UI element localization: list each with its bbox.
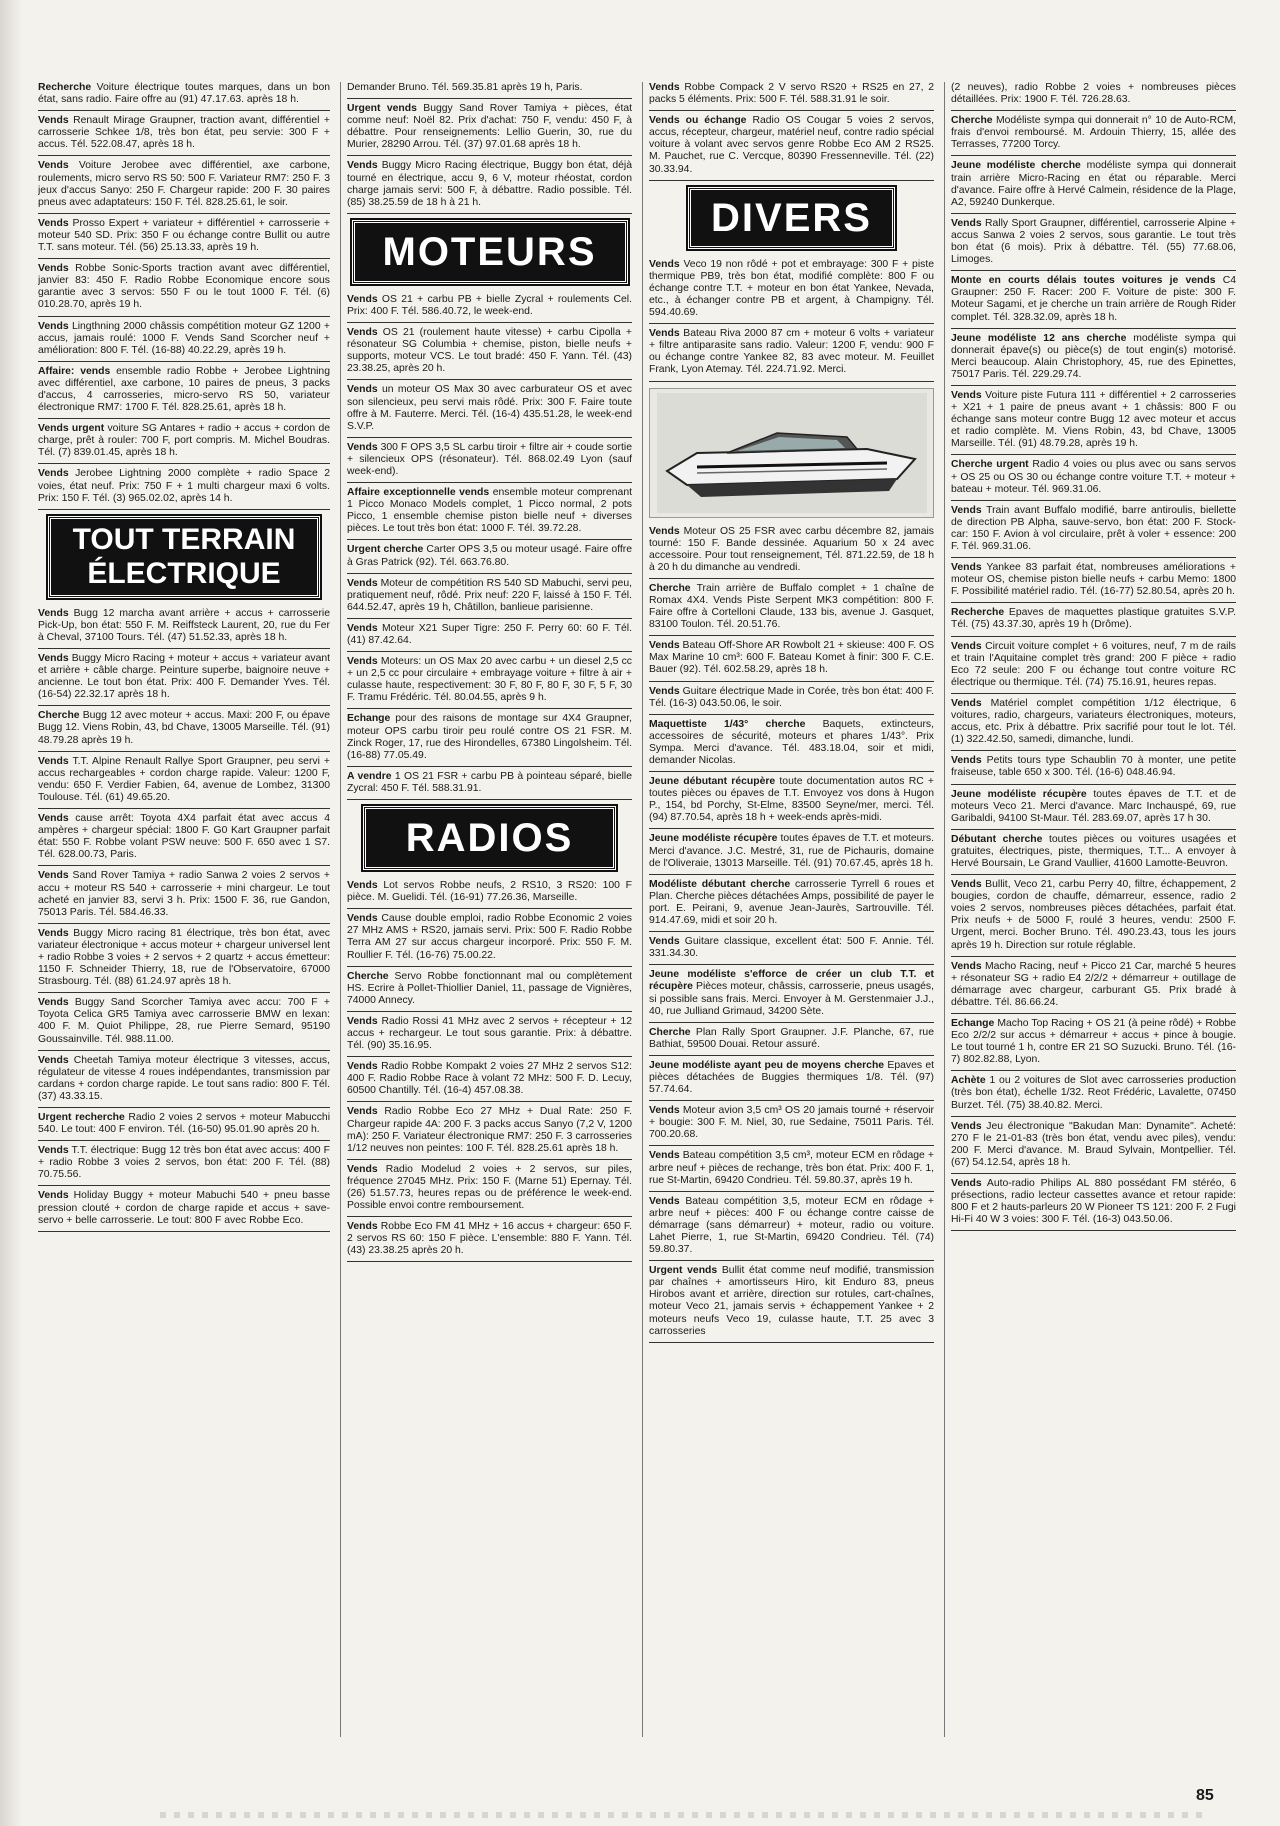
ad-keyword: Vends	[951, 562, 982, 574]
ad-text: OS 21 (roulement haute vitesse) + carbu Cipolla + résonateur SG Columbia + chemise, piston, bielle neufs + supports, moteur VCS. Le tout bradé: 450 F. Yann. Tél. (43) 23.38.25, après 20 h.	[347, 327, 632, 375]
classified-ad	[347, 1221, 632, 1262]
classified-ad	[951, 459, 1236, 500]
ad-text: ensemble moteur comprenant 1 Picco Monaco Models complet, 1 Picco normal, 2 pots Picco, 1 ensemble chemise piston bielle neuf + diverses pièces. Le tout très bon état: 1000 F. Tél. 39.72.28.	[347, 487, 632, 535]
classified-ad	[951, 562, 1236, 603]
classified-ad	[38, 1145, 330, 1186]
classified-ad	[347, 544, 632, 573]
ad-keyword: Vends	[347, 1221, 378, 1233]
ad-keyword: Vends	[649, 1105, 680, 1117]
ad-keyword: Vends	[347, 656, 378, 668]
ad-text: 1 OS 21 FSR + carbu PB à pointeau séparé, bielle Zycral: 450 F. Tél. 588.31.91.	[347, 770, 632, 794]
ad-text: Robbe Compack 2 V servo RS20 + RS25 en 27, 2 packs 5 éléments. Prix: 500 F. Tél. 588.31.91 le soir.	[649, 82, 934, 106]
ad-text: 1 ou 2 voitures de Slot avec carrosseries production (très bon état), échelle 1/32. Reot Frédéric, Lavalette, 07450 Burzet. Tél. (75) 38.40.82. Merci.	[951, 1075, 1236, 1111]
ad-text: Robbe Eco FM 41 MHz + 16 accus + chargeur: 650 F. 2 servos RS 60: 150 F pièce. L'ensemble: 880 F. Yann. Tél. (43) 23.38.25 après 20 h.	[347, 1221, 632, 1257]
classified-ad	[649, 1105, 934, 1146]
ad-keyword: Vends	[951, 217, 982, 229]
ad-keyword: Vends	[649, 328, 680, 340]
ad-keyword: Vends urgent	[38, 423, 105, 435]
ad-text: 300 F OPS 3,5 SL carbu tiroir + filtre air + coude sortie + silencieux OPS (résonateur). Tél. 868.02.49 Lyon (sauf week-end).	[347, 441, 632, 477]
ad-text: Bugg 12 marcha avant arrière + accus + carrosserie Pick-Up, bon état: 550 F. M. Reiffsteck Laurent, 20, rue du Fer à Cheval, 37100 Tours. Tél. (47) 51.52.33, après 18 h.	[38, 607, 330, 643]
column-3	[642, 82, 934, 1737]
heading-tout-terrain-electrique	[38, 516, 330, 598]
classified-ad	[347, 971, 632, 1012]
ad-keyword: Vends	[347, 880, 378, 892]
ad-keyword: Achète	[951, 1075, 986, 1087]
ad-keyword: Recherche	[38, 82, 92, 93]
ad-text: modéliste sympa qui donnerait épave(s) ou pièce(s) de tout engin(s) motorisé. Merci beaucoup. Alain Christophory, 45, rue des Epinettes, 75017 Paris. Tél. 229.29.74.	[951, 332, 1236, 380]
classified-ad	[649, 686, 934, 715]
ad-keyword: Vends	[38, 320, 69, 332]
classified-ad	[649, 1060, 934, 1101]
ad-keyword: Vends	[38, 813, 69, 825]
classified-ad	[649, 833, 934, 874]
classified-ad	[38, 870, 330, 923]
heading-tout-terrain-line-2: ÉLECTRIQUE	[87, 556, 281, 590]
column-2-ads-radios	[347, 880, 632, 1262]
ad-text: (2 neuves), radio Robbe 2 voies + nombreuses pièces détaillées. Prix: 1900 F. Tél. 726.28.63.	[951, 82, 1236, 106]
ad-text: Bullit état comme neuf modifié, transmission par chaînes + amortisseurs Hiro, kit Enduro 83, pneus Hirobos avant et arrière, direction sur rotules, cart-chaînes, moteur Veco 21, jamais servis + échappement Yankee + 2 moteurs neufs Veco 19, culasse haute, T.T. 25 avec 3 carrosseries	[649, 1265, 934, 1337]
ad-keyword: Vends	[38, 997, 69, 1009]
ad-keyword: Vends	[38, 217, 69, 229]
classified-ad	[951, 82, 1236, 111]
ad-text: Carter OPS 3,5 ou moteur usagé. Faire offre à Gras Patrick (92). Tél. 663.76.80.	[347, 544, 632, 568]
ad-keyword: Cherche urgent	[951, 459, 1029, 471]
ad-text: Moteur de compétition RS 540 SD Mabuchi, servi peu, pratiquement neuf, rôdé. Prix neuf: 220 F, laissé à 150 F. Tél. 644.52.47, après 19 h, Châtillon, banlieue parisienne.	[347, 577, 632, 613]
ad-text: Demander Bruno. Tél. 569.35.81 après 19 h, Paris.	[347, 82, 583, 93]
ad-keyword: Vends	[649, 1195, 680, 1207]
ad-text: Voiture piste Futura 111 + différentiel + 2 carrosseries + X21 + 1 paire de pneus avant + 1 châssis: 800 F ou échange sans moteur contre Bugg 12 avec moteur et accus et radio complète. M. Viens Robin, 43, bd Chave, 13005 Marseille. Tél. (91) 48.79.28, après 19 h.	[951, 389, 1236, 450]
classified-ad	[951, 961, 1236, 1014]
ad-keyword: A vendre	[347, 770, 392, 782]
classified-ad	[951, 698, 1236, 751]
classified-ad	[649, 1027, 934, 1056]
ad-keyword: Urgent recherche	[38, 1112, 125, 1123]
classified-ad	[38, 756, 330, 809]
ad-text: toutes épaves de T.T. et de moteurs Veco 21. Merci d'avance. Marc Inchauspé, 69, rue Garibaldi, 94100 St-Maur. Tél. 283.69.07, après 17 h 30.	[951, 788, 1236, 824]
classified-ad	[649, 583, 934, 636]
classified-ad	[951, 755, 1236, 784]
column-4	[944, 82, 1236, 1737]
ad-text: Buggy Micro Racing + moteur + accus + variateur avant et arrière + câble charge. Peinture superbe, baignoire neuve + ancienne. Le tout bon état. Prix: 400 F. Demander Yves. Tél. (16-54) 22.32.17 après 18 h.	[38, 653, 330, 701]
ad-text: Circuit voiture complet + 6 voitures, neuf, 7 m de rails et train l'Aquitaine complet très grand: 200 F pièce + radio Eco 72 seule: 200 F ou échange tout contre voiture RC électrique ou thermique. Tél. (74) 75.16.91, heures repas.	[951, 640, 1236, 688]
classified-ad	[951, 160, 1236, 213]
classified-ad	[347, 578, 632, 619]
ad-keyword: Vends	[951, 755, 982, 767]
classified-ad	[649, 776, 934, 829]
ad-keyword: Vends	[347, 1106, 378, 1118]
ad-text: Jerobee Lightning 2000 complète + radio Space 2 voies, état neuf. Prix: 750 F + 1 multi chargeur maxi 6 volts. Prix: 150 F. Tél. (3) 965.02.02, après 14 h.	[38, 468, 330, 504]
scan-edge-noise	[160, 1812, 1210, 1818]
ad-text: Sand Rover Tamiya + radio Sanwa 2 voies 2 servos + accu + moteur RS 540 + carrosserie + mini chargeur. Le tout acheté en janvier 83, servi 3 h. Prix: 1500 F. 36, rue Gandon, 75013 Paris. Tél. 584.46.33.	[38, 870, 330, 918]
classified-ad	[951, 1075, 1236, 1116]
ad-text: Radio Modelud 2 voies + 2 servos, sur piles, fréquence 27045 MHz. Prix: 150 F. (Marne 51) Epernay. Tél. (26) 51.57.73, heures repas ou de préférence le week-end. Possible envoi contre remboursement.	[347, 1163, 632, 1212]
classified-ad	[951, 1018, 1236, 1071]
classified-ad	[649, 1196, 934, 1261]
classified-ad	[38, 653, 330, 706]
ad-text: Moteur OS 25 FSR avec carbu décembre 82, jamais tourné: 150 F. Bande dessinée. Aquarium 50 x 24 avec accessoire. Pour tout renseignement, Tél. 871.22.59, de 18 h à 20 h du dimanche au vendredi.	[649, 525, 934, 573]
ad-text: Voiture Jerobee avec différentiel, axe carbone, roulements, micro servo RS 50: 500 F. Variateur RM7: 250 F. 3 jeux d'accus Sanyo: 250 F. Chargeur rapide: 200 F. 30 paires pneus avec adaptateurs: 150 F. Tél. 828.25.61, le soir.	[38, 160, 330, 208]
classified-ad	[347, 1016, 632, 1057]
classified-ad	[347, 103, 632, 156]
classified-ad	[649, 115, 934, 180]
classified-ad	[649, 1150, 934, 1191]
classified-ad	[347, 82, 632, 99]
classified-ad	[38, 813, 330, 866]
ad-keyword: Vends	[649, 1150, 680, 1162]
ad-text: Jeu électronique "Bakudan Man: Dynamite". Acheté: 270 F le 21-01-83 (très bon état, vendu avec piles), vendu: 200 F. Merci d'avance. M. Braud Sylvain, Montpellier. Tél. (67) 54.12.54, après 18 h.	[951, 1120, 1236, 1168]
heading-radios	[347, 806, 632, 870]
ad-keyword: Vends	[951, 389, 982, 401]
classified-ad	[347, 327, 632, 380]
classified-ad	[38, 997, 330, 1050]
ad-text: Servo Robbe fonctionnant mal ou complètement HS. Ecrire à Pollet-Thiollier Daniel, 11, passage de Vignières, 74000 Annecy.	[347, 970, 632, 1006]
ad-text: Robbe Sonic-Sports traction avant avec différentiel, janvier 83: 450 F. Radio Robbe Economique encore sous garantie avec 3 servos: 550 F ou le tout 1000 F. Tél. (6) 010.28.70, après 19 h.	[38, 263, 330, 311]
boat-photo	[649, 388, 934, 518]
ad-text: Modéliste sympa qui donnerait n° 10 de Auto-RCM, frais d'envoi remboursé. M. Ardouin Thierry, 15, allée des Terrasses, 77200 Torcy.	[951, 115, 1236, 151]
ad-text: Lot servos Robbe neufs, 2 RS10, 3 RS20: 100 F pièce. M. Guelidi. Tél. (16-91) 77.26.36, Marseille.	[347, 880, 632, 904]
classified-ad	[38, 1190, 330, 1231]
classified-ad	[951, 607, 1236, 636]
ad-keyword: Vends	[951, 879, 982, 891]
ad-text: ensemble radio Robbe + Jerobee Lightning avec différentiel, axe carbone, 10 paires de pneus, 3 packs d'accus, 4 carrosseries, micro-servo RS 50, variateur électronique RM7: 1700 F. Tél. 828.25.61, après 18 h.	[38, 365, 330, 414]
classified-ad	[347, 294, 632, 323]
classified-ad	[38, 710, 330, 751]
ad-text: Moteurs: un OS Max 20 avec carbu + un diesel 2,5 cc + un 2,5 cc pour circulaire + embrayage voiture + filtre à air + culasse haute, respectivement: 30 F, 80 F, 80 F, 30 F, 5 F, 30 F. Tramu Frédéric. Tél. 80.04.55, après 9 h.	[347, 656, 632, 704]
ad-text: Buggy Micro racing 81 électrique, très bon état, avec variateur électronique + accus moteur + chargeur universel lent + radio Robbe 3 voies + 2 servos + 2 quartz + accus émetteur: 1150 F. Schneider Thierry, 18, rue de l'Observatoire, 67000 Strasbourg. Tél. (88) 61.24.97 après 18 h.	[38, 927, 330, 988]
ad-text: Moteur X21 Super Tigre: 250 F. Perry 60: 60 F. Tél. (41) 87.42.64.	[347, 622, 632, 646]
ad-text: Radio Rossi 41 MHz avec 2 servos + récepteur + 12 accus + rechargeur. Le tout sous garantie. Prix: à débattre. Tél. (90) 35.16.95.	[347, 1015, 632, 1052]
classified-ad	[347, 160, 632, 213]
ad-text: toutes pièces ou voitures usagées et gratuites, électriques, piste, thermiques, T.T... A envoyer à Hervé Boursain, Le Grand Vaullier, 41600 Lamotte-Beuvron.	[951, 833, 1236, 869]
ad-text: Cause double emploi, radio Robbe Economic 2 voies 27 MHz AMS + RS20, jamais servi. Prix: 500 F. Radio Robbe Terra AM 27 sur accus chargeur incorporé. Prix: 550 F. M. Roullier F. Tél. (16-76) 75.00.22.	[347, 913, 632, 961]
ad-text: Bateau Off-Shore AR Rowbolt 21 + skieuse: 400 F. OS Max Marine 10 cm³: 600 F. Bateau Komet à finir: 300 F. C.E. Bauer (92). Tél. 602.58.29, après 18 h.	[649, 640, 934, 676]
ad-keyword: Vends	[649, 640, 680, 652]
classified-ad	[38, 608, 330, 649]
classified-ad	[649, 640, 934, 681]
ad-keyword: Vends	[38, 1145, 69, 1157]
classified-ad	[649, 526, 934, 579]
ad-text: Cheetah Tamiya moteur électrique 3 vitesses, accus, régulateur de vitesse 4 roues indépendantes, transmission par cardans + cordon charge rapide. Le tout sans radio: 800 F. Tél. (37) 43.33.15.	[38, 1054, 330, 1102]
classified-ad	[649, 969, 934, 1022]
classified-ad	[649, 328, 934, 381]
ad-text: Holiday Buggy + moteur Mabuchi 540 + pneu basse pression clouté + cordon de charge rapide et accus + save-servo + belle carrosserie. Le tout: 800 F avec Robbe Eco.	[38, 1190, 330, 1226]
ad-keyword: Vends	[38, 755, 69, 767]
ad-keyword: Jeune modéliste cherche	[951, 160, 1081, 172]
column-1	[38, 82, 330, 1737]
classified-ad	[347, 623, 632, 652]
ad-keyword: Vends	[38, 160, 69, 172]
ad-text: Bateau Riva 2000 87 cm + moteur 6 volts + variateur + filtre antiparasite sans radio. Valeur: 1200 F, vendu: 900 F ou échange contre Yankee 82, 83 avec moteur. M. Feuillet Frank, Lyon Atemay. Tél. 224.71.92. Merci.	[649, 328, 934, 376]
classified-ad	[347, 384, 632, 437]
ad-keyword: Vends	[347, 1163, 378, 1175]
ad-text: Radio Robbe Eco 27 MHz + Dual Rate: 250 F. Chargeur rapide 4A: 200 F. 3 packs accus Sanyo (7,2 V, 1200 mA): 250 F. Variateur électronique RM7: 250 F. 3 carrosseries 1/12 neuves non peintes: 100 F. Tél. 828.25.61 après 18 h.	[347, 1106, 632, 1154]
ad-keyword: Vends	[951, 504, 982, 516]
ad-keyword: Maquettiste 1/43° cherche	[649, 718, 806, 730]
ad-text: Macho Top Racing + OS 21 (à peine rôdé) + Robbe Eco 2/2/2 sur accus + démarreur + accus + pince à bougie. Le tout tourné 1 h, contre ER 21 SO Suzucki. Bruno. Tél. (16-7) 802.82.88, Lyon.	[951, 1018, 1236, 1066]
ad-text: T.T. électrique: Bugg 12 très bon état avec accus: 400 F + radio Robbe 3 voies 2 servos, bon état: 200 F. Tél. (88) 70.75.56.	[38, 1145, 330, 1181]
ad-keyword: Jeune modéliste 12 ans cherche	[951, 332, 1127, 344]
ad-keyword: Affaire: vends	[38, 365, 111, 377]
classified-ad	[951, 789, 1236, 830]
ad-keyword: Vends	[951, 697, 982, 709]
classified-ad	[38, 366, 330, 419]
classified-ad	[38, 928, 330, 993]
heading-moteurs-label: MOTEURS	[352, 220, 628, 284]
ad-keyword: Echange	[347, 713, 391, 725]
classified-ad	[649, 1265, 934, 1343]
ad-text: Plan Rally Sport Graupner. J.F. Planche, 67, rue Bathiat, 59500 Douai. Retour assuré.	[649, 1026, 934, 1050]
classified-ad	[347, 913, 632, 966]
classified-ad	[347, 442, 632, 483]
ad-keyword: Vends	[649, 82, 680, 93]
ad-keyword: Urgent vends	[649, 1265, 718, 1277]
ad-keyword: Vends	[951, 1120, 982, 1132]
ad-text: Epaves de maquettes plastique gratuites S.V.P. Tél. (75) 43.37.30, après 19 h (Drôme).	[951, 607, 1236, 631]
ad-keyword: Vends	[347, 1061, 378, 1073]
ad-keyword: Vends	[347, 577, 378, 589]
classified-ad	[347, 713, 632, 766]
ad-keyword: Jeune modéliste s'efforce de créer un club T.T. et récupère	[649, 969, 934, 993]
ad-text: Buggy Sand Rover Tamiya + pièces, état comme neuf: Noël 82. Prix d'achat: 750 F, vendu: 450 F, à débattre. Pour renseignements: Lellio Guerin, 30, rue du Murier, 28290 Arrou. Tél. (37) 97.01.68 après 18 h.	[347, 103, 632, 151]
ad-text: pour des raisons de montage sur 4X4 Graupner, moteur OPS carbu tiroir peu roulé contre OS 21 FSR. M. Zinck Roger, 17, rue des Hirondelles, 67380 Lingolsheim. Tél. (16-88) 77.05.49.	[347, 713, 632, 761]
ad-text: Buggy Sand Scorcher Tamiya avec accu: 700 F + Toyota Celica GR5 Tamiya avec carrosserie BMW en lexan: 400 F. M. Quiot Philippe, 28, rue Pierre Semard, 95190 Goussainville. Tél. 988.11.00.	[38, 997, 330, 1045]
column-3-ads-before	[649, 82, 934, 181]
ad-keyword: Recherche	[951, 607, 1005, 619]
heading-radios-label: RADIOS	[363, 806, 617, 870]
ad-text: toute documentation autos RC + toutes pièces ou épaves de T.T. Envoyez vos dons à Hugon P., 154, bd Porchy, St-Elme, 83500 Seyne/mer, merci. Tél. (94) 87.70.54, après 18 h + week-ends après-midi.	[649, 776, 934, 824]
ad-text: Train arrière de Buffalo complet + 1 chaîne de Romax 4X4. Vends Piste Serpent MK3 compétition: 800 F. Faire offre à Cortelloni Claude, 133 bis, avenue J. Gasquet, 83100 Toulon. Tél. 20.51.76.	[649, 582, 934, 631]
ad-text: Petits tours type Schaublin 70 à monter, une petite fraiseuse, table 650 x 300. Tél. (16-6) 048.46.94.	[951, 755, 1236, 779]
ad-keyword: Urgent cherche	[347, 544, 424, 556]
ad-text: Baquets, extincteurs, accessoires de sécurité, moteurs et phares 1/43°. Prix Sympa. Merci d'avance. Tél. 483.18.04, soir et midi, demander Nicolas.	[649, 718, 934, 766]
classified-ad	[347, 880, 632, 909]
ad-keyword: Cherche	[347, 970, 389, 982]
ad-keyword: Cherche	[38, 710, 80, 722]
ad-text: Rally Sport Graupner, différentiel, carrosserie Alpine + accus Sanwa 2 voies 2 servos, sous garantie. Le tout très bon état (6 mois). Prix à débattre. Tél. (55) 77.68.06, Limoges.	[951, 217, 1236, 266]
ad-keyword: Jeune modéliste récupère	[649, 833, 778, 845]
column-1-ads-after	[38, 608, 330, 1232]
classified-ad	[38, 423, 330, 464]
ad-keyword: Vends	[649, 525, 680, 537]
ad-text: Prosso Expert + variateur + différentiel + carrosserie + moteur 540 SD. Prix: 350 F ou échange contre Bullit ou autre T.T. sans moteur. Tél. (56) 25.13.33, après 19 h.	[38, 217, 330, 254]
ad-text: Radio 2 voies 2 servos + moteur Mabucchi 540. Le tout: 400 F environ. Tél. (16-50) 95.01.90 après 20 h.	[38, 1112, 330, 1136]
classified-ad	[38, 218, 330, 259]
ad-keyword: Affaire exceptionnelle vends	[347, 487, 490, 499]
ad-text: Renault Mirage Graupner, traction avant, différentiel + carrosserie Schkee 1/8, très bon état, peu servie: 300 F + accus. Tél. 522.08.47, après 18 h.	[38, 115, 330, 151]
ad-keyword: Vends	[347, 160, 378, 172]
column-1-ads-before	[38, 82, 330, 510]
ad-text: un moteur OS Max 30 avec carburateur OS et avec son silencieux, peu servi mais rôdé. Prix: 300 F. Faire toute offre à M. Fauterre. Merci. Tél. (16-4) 435.51.28, le week-end S.V.P.	[347, 384, 632, 432]
ad-keyword: Vends	[38, 927, 69, 939]
ad-keyword: Vends	[347, 327, 378, 339]
ad-keyword: Vends	[347, 441, 378, 453]
ad-keyword: Vends	[951, 640, 982, 652]
classified-ad	[649, 82, 934, 111]
classified-ad	[38, 321, 330, 362]
classified-ad	[38, 468, 330, 509]
ad-text: cause arrêt: Toyota 4X4 parfait état avec accus 4 ampères + chargeur spécial: 1800 F. G0 Kart Graupner parfait état: 550 F. Robbe volant PSW neuve: 500 F. 650 avec 1 S7. Tél. 628.00.73, Paris.	[38, 813, 330, 861]
ad-keyword: Cherche	[951, 115, 993, 127]
ad-text: Matériel complet compétition 1/12 électrique, 6 voitures, radio, chargeurs, variateurs électroniques, moteurs, accus, etc. Prix à débattre. Prix sacrifié pour tout le lot. Tél. (1) 322.42.50, samedi, dimanche, lundi.	[951, 697, 1236, 746]
ad-text: Bugg 12 avec moteur + accus. Maxi: 200 F, ou épave Bugg 12. Viens Robin, 43, bd Chave, 13005 Marseille. Tél. (91) 48.79.28 après 19 h.	[38, 710, 330, 746]
classified-ad	[347, 656, 632, 709]
ad-keyword: Vends	[38, 1190, 69, 1202]
classified-ad	[951, 275, 1236, 328]
ad-text: Guitare électrique Made in Corée, très bon état: 400 F. Tél. (16-3) 043.50.06, le soir.	[649, 685, 934, 709]
page-spine-shadow	[0, 0, 22, 1826]
classified-ad	[951, 390, 1236, 455]
ad-text: Bateau compétition 3,5, moteur ECM en rôdage + arbre neuf + pièces: 400 F ou échange contre caisse de démarrage (sans démarreur) + moteur, radio ou voiture. Lahet Pierre, 1, rue St-Martin, 69420 Condrieu. Tél. (74) 59.80.37.	[649, 1195, 934, 1256]
classified-ad	[38, 263, 330, 316]
classified-ad	[649, 936, 934, 965]
ad-keyword: Vends	[951, 1178, 982, 1190]
heading-divers-label: DIVERS	[688, 187, 895, 249]
ad-keyword: Jeune modéliste récupère	[951, 788, 1087, 800]
ad-keyword: Vends	[951, 960, 982, 972]
ad-text: voiture SG Antares + radio + accus + cordon de charge, prêt à rouler: 700 F, port compris. M. Michel Boudras. Tél. (7) 839.01.45, après 18 h.	[38, 423, 330, 459]
ad-text: T.T. Alpine Renault Rallye Sport Graupner, peu servi + accus rechargeables + cordon charge rapide. Valeur: 1200 F, vendu: 650 F. Verdier Fabien, 64, avenue de Lombez, 31300 Toulouse. Tél. (61) 49.65.20.	[38, 755, 330, 803]
ad-keyword: Echange	[951, 1018, 995, 1029]
classified-ad	[38, 1055, 330, 1108]
classified-ad	[347, 771, 632, 800]
classified-ad	[649, 259, 934, 324]
ad-keyword: Cherche	[649, 1026, 691, 1038]
heading-moteurs	[347, 220, 632, 284]
ad-text: Auto-radio Philips AL 880 possédant FM stéréo, 6 présections, radio lecteur cassettes avance et retour rapide: 800 F et 2 hauts-parleurs 20 W Pioneer TS 121: 200 F. 2 Fugi Hi-Fi 40 W 3 voies: 300 F. Tél. (16-3) 043.50.06.	[951, 1178, 1236, 1226]
ad-text: modéliste sympa qui donnerait train arrière Micro-Racing en état ou réparable. Merci d'avance. Faire offre à Hervé Calmein, résidence de la Plage, A2, 59240 Dunkerque.	[951, 160, 1236, 208]
ad-keyword: Vends	[347, 384, 378, 396]
ad-keyword: Jeune modéliste ayant peu de moyens cherche	[649, 1059, 885, 1071]
classified-ad	[951, 115, 1236, 156]
ad-text: Bateau compétition 3,5 cm³, moteur ECM en rôdage + arbre neuf + pièces de rechange, très bon état. Prix: 400 F. 1, rue St-Martin, 69420 Condrieu. Tél. 59.80.37, après 19 h.	[649, 1150, 934, 1186]
page-number: 85	[1196, 1787, 1214, 1804]
ad-keyword: Vends	[347, 293, 378, 305]
ad-keyword: Vends ou échange	[649, 115, 747, 127]
ad-text: Yankee 83 parfait état, nombreuses améliorations + moteur OS, chemise piston bielle neufs + carbu Memo: 1800 F. Possibilité matériel radio. Tél. (16-77) 52.80.54, après 20 h.	[951, 562, 1236, 598]
column-3-ads-divers-2	[649, 526, 934, 1343]
ad-text: Radio Robbe Kompakt 2 voies 27 MHz 2 servos S12: 400 F. Radio Robbe Race à volant 72 MHz: 500 F. D. Lecuy, 60500 Chantilly. Tél. (16-4) 457.08.38.	[347, 1061, 632, 1097]
heading-tout-terrain-line-1: TOUT TERRAIN	[72, 522, 296, 556]
ad-text: carrosserie Tyrrell 6 roues et Plan. Cherche pièces détachées Amps, possibilité de payer le port. E. Peirani, 9, avenue Jean-Jaurès, Sartrouville. Tél. 914.47.69, midi et soir 20 h.	[649, 878, 934, 927]
ad-keyword: Vends	[38, 263, 69, 275]
ad-keyword: Vends	[649, 936, 680, 948]
ad-text: Pièces moteur, châssis, carrosserie, pneus usagés, si possible sans frais. Merci. Envoyer à M. Gerstenmaier J.J., 40, rue Julliand Grimaud, 34200 Sète.	[649, 981, 934, 1017]
ad-text: Train avant Buffalo modifié, barre antiroulis, biellette de direction PB Alpha, sauve-servo, bon état: 200 F. Stock-car: 150 F. Avion à vol circulaire, prêt à voler + essence: 200 F. Tél. 969.31.06.	[951, 504, 1236, 552]
classified-ad	[951, 1178, 1236, 1231]
ad-keyword: Vends	[347, 622, 378, 634]
ad-keyword: Vends	[38, 1054, 69, 1066]
ad-keyword: Vends	[38, 870, 69, 882]
column-2-ads-moteurs	[347, 294, 632, 800]
ad-text: Macho Racing, neuf + Picco 21 Car, marché 5 heures + résonateur SG + radio E4 2/2/2 + démarreur + outillage de démarrage avec chargeur, carburant G5. Prix bradé à débattre. Tél. 86.66.24.	[951, 960, 1236, 1008]
classified-ad	[649, 879, 934, 932]
classified-ad	[951, 218, 1236, 271]
classified-ad	[951, 641, 1236, 694]
column-2-ads-before	[347, 82, 632, 214]
classified-ad	[951, 505, 1236, 558]
column-3-ads-divers-1	[649, 259, 934, 382]
classified-ad	[951, 879, 1236, 957]
column-2	[340, 82, 632, 1737]
column-4-ads	[951, 82, 1236, 1231]
classified-ad	[347, 1164, 632, 1217]
ad-keyword: Vends	[38, 653, 69, 664]
ad-keyword: Modéliste débutant cherche	[649, 878, 791, 890]
classified-ad	[347, 1061, 632, 1102]
ad-keyword: Vends	[649, 258, 680, 270]
classified-ad	[347, 487, 632, 540]
ad-keyword: Vends	[38, 607, 69, 619]
ad-keyword: Vends	[38, 115, 69, 127]
classified-ad	[38, 1112, 330, 1141]
ad-text: Lingthning 2000 châssis compétition moteur GZ 1200 + accus, jamais roulé: 1000 F. Vends Sand Scorcher neuf + amélioration: 800 F. Tél. (16-88) 40.22.29, après 19 h.	[38, 320, 330, 356]
classified-ad	[38, 160, 330, 213]
ad-text: Veco 19 non rôdé + pot et embrayage: 300 F + piste thermique PB9, très bon état, modifié complète: 800 F ou échange contre T.T. + moteur en bon état Yankee, Nevada, etc., à échanger contre PB et argent, à Champigny. Tél. 594.40.69.	[649, 258, 934, 319]
classified-ad	[951, 1121, 1236, 1174]
heading-divers	[649, 187, 934, 249]
ad-keyword: Vends	[347, 1015, 378, 1027]
ad-text: OS 21 + carbu PB + bielle Zycral + roulements Cel. Prix: 400 F. Tél. 586.40.72, le week-end.	[347, 293, 632, 317]
ad-text: Moteur avion 3,5 cm³ OS 20 jamais tourné + réservoir + bougie: 300 F. M. Niel, 30, rue Sedaine, 75011 Paris. Tél. 700.20.68.	[649, 1105, 934, 1141]
ad-text: Buggy Micro Racing électrique, Buggy bon état, déjà tourné en électrique, accu 9, 6 V, moteur rhéostat, cordon charge jamais servi: 500 F, à débattre. Radio possible. Tél. (85) 38.25.59 de 18 h à 21 h.	[347, 160, 632, 208]
classifieds-page	[38, 82, 1234, 1737]
ad-text: Epaves et pièces détachées de Buggies thermiques 1/8. Tél. (97) 57.74.64.	[649, 1059, 934, 1096]
ad-text: Radio 4 voies ou plus avec ou sans servos + OS 25 ou OS 30 ou échange contre voiture T.T. + moteur + bateau + moteur. Tél. 969.31.06.	[951, 459, 1236, 495]
ad-keyword: Jeune débutant récupère	[649, 776, 776, 788]
classified-ad	[951, 333, 1236, 386]
ad-text: Voiture électrique toutes marques, dans un bon état, sans radio. Faire offre au (91) 47.17.63. après 18 h.	[38, 82, 330, 106]
ad-keyword: Cherche	[649, 582, 691, 594]
ad-keyword: Vends	[38, 468, 69, 480]
ad-text: toutes épaves de T.T. et moteurs. Merci d'avance. J.C. Mestré, 31, rue de Pichauris, domaine de l'Oliveraie, 13013 Marseille. Tél. (91) 70.67.45, après 18 h.	[649, 833, 934, 869]
ad-keyword: Urgent vends	[347, 103, 417, 115]
classified-ad	[38, 82, 330, 111]
ad-text: Bullit, Veco 21, carbu Perry 40, filtre, échappement, 2 bougies, cordon de chauffe, démarreur, essence, radio 2 voies 2 servos, nombreuses pièces détachées, parfait état. Prix neufs + de 5000 F, roulé 3 heures, vendu: 2500 F. Urgent, merci. Bocher Bruno. Tél. 490.23.43, tous les jours après 19 h. Direction sur rotule réglable.	[951, 879, 1236, 951]
classified-ad	[951, 834, 1236, 875]
ad-keyword: Vends	[347, 913, 378, 925]
ad-text: C4 Graupner: 250 F. Racer: 200 F. Voiture de piste: 300 F. Moteur Sagami, et je cherche un train arrière de Rough Rider complet. Tél. 328.32.09, après 18 h.	[951, 275, 1236, 323]
ad-keyword: Vends	[649, 685, 680, 697]
ad-text: Radio OS Cougar 5 voies 2 servos, accus, récepteur, chargeur, matériel neuf, contre radio spécial voiture à volant avec servos genre Robbe Eco AM 2 RS25. M. Pauchet, rue C. Vercque, 80390 Fressenneville. Tél. (22) 30.33.94.	[649, 115, 934, 175]
classified-ad	[38, 115, 330, 156]
classified-ad	[347, 1106, 632, 1159]
ad-keyword: Monte en courts délais toutes voitures je vends	[951, 275, 1216, 287]
ad-text: Guitare classique, excellent état: 500 F. Annie. Tél. 331.34.30.	[649, 936, 934, 960]
classified-ad	[649, 719, 934, 772]
ad-keyword: Débutant cherche	[951, 833, 1043, 845]
speedboat-image	[657, 393, 927, 513]
